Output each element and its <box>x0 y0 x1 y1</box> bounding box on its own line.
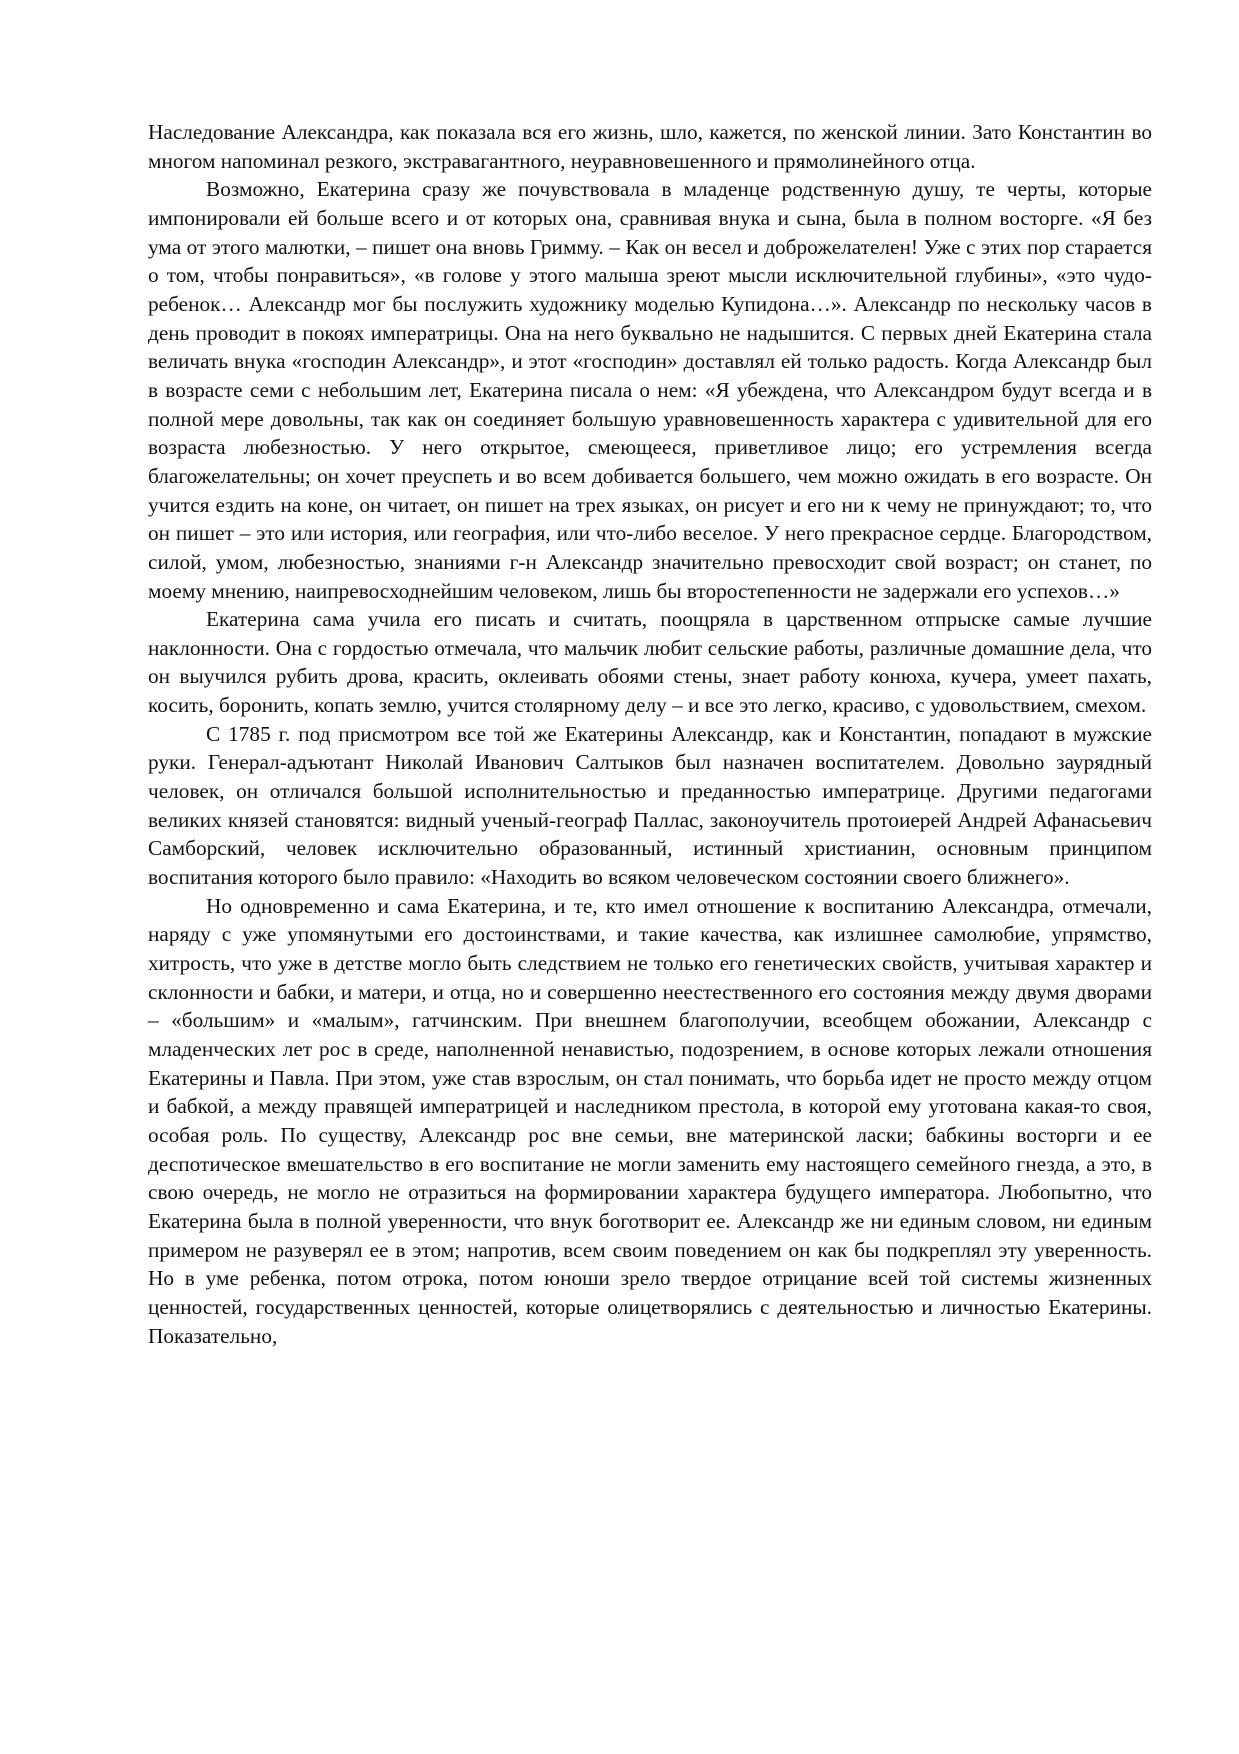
paragraph-2: Возможно, Екатерина сразу же почувствовала в младенце родственную душу, те черты, которые импонировали ей больше всего и от которых она, сравнивая внука и сына, была в полном восторге. «Я без ума от этого малютки, – пишет она вновь Гримму. – Как он весел и доброжелателен! Уже с этих пор старается о том, чтобы понравиться», «в голове у этого малыша зреют мысли исключительной глубины», «это чудо-ребенок… Александр мог бы послужить художнику моделью Купидона…». Александр по нескольку часов в день проводит в покоях императрицы. Она на него буквально не надышится. С первых дней Екатерина стала величать внука «господин Александр», и этот «господин» доставлял ей только радость. Когда Александр был в возрасте семи с небольшим лет, Екатерина писала о нем: «Я убеждена, что Александром будут всегда и в полной мере довольны, так как он соединяет большую уравновешенность характера с удивительной для его возраста любезностью. У него открытое, смеющееся, приветливое лицо; его устремления всегда благожелательны; он хочет преуспеть и во всем добивается большего, чем можно ожидать в его возрасте. Он учится ездить на коне, он читает, он пишет на трех языках, он рисует и его ни к чему не принуждают; то, что он пишет – это или история, или география, или что-либо веселое. У него прекрасное сердце. Благородством, силой, умом, любезностью, знаниями г-н Александр значительно превосходит свой возраст; он станет, по моему мнению, наипревосходнейшим человеком, лишь бы второстепенности не задержали его успехов…» <box>148 177 1152 603</box>
paragraph-4: С 1785 г. под присмотром все той же Екатерины Александр, как и Константин, попадают в мужские руки. Генерал-адъютант Николай Иванович Салтыков был назначен воспитателем. Довольно заурядный человек, он отличался большой исполнительностью и преданностью императрице. Другими педагогами великих князей становятся: видный ученый-географ Паллас, законоучитель протоиерей Андрей Афанасьевич Самборский, человек исключительно образованный, истинный христианин, основным принципом воспитания которого было правило: «Находить во всяком человеческом состоянии своего ближнего». <box>148 721 1152 890</box>
paragraph-3: Екатерина сама учила его писать и считать, поощряла в царственном отпрыске самые лучшие наклонности. Она с гордостью отмечала, что мальчик любит сельские работы, различные домашние дела, что он выучился рубить дрова, красить, оклеивать обоями стены, знает работу конюха, кучера, умеет пахать, косить, боронить, копать землю, учится столярному делу – и все это легко, красиво, с удовольствием, смехом. <box>148 607 1152 718</box>
paragraph-5: Но одновременно и сама Екатерина, и те, кто имел отношение к воспитанию Александра, отмечали, наряду с уже упомянутыми его достоинствами, и такие качества, как излишнее самолюбие, упрямство, хитрость, что уже в детстве могло быть следствием не только его генетических свойств, учитывая характер и склонности и бабки, и матери, и отца, но и совершенно неестественного его состояния между двумя дворами – «большим» и «малым», гатчинским. При внешнем благополучии, всеобщем обожании, Александр с младенческих лет рос в среде, наполненной ненавистью, подозрением, в основе которых лежали отношения Екатерины и Павла. При этом, уже став взрослым, он стал понимать, что борьба идет не просто между отцом и бабкой, а между правящей императрицей и наследником престола, в которой ему уготована какая-то своя, особая роль. По существу, Александр рос вне семьи, вне материнской ласки; бабкины восторги и ее деспотическое вмешательство в его воспитание не могли заменить ему настоящего семейного гнезда, а это, в свою очередь, не могло не отразиться на формировании характера будущего императора. Любопытно, что Екатерина была в полной уверенности, что внук боготворит ее. Александр же ни единым словом, ни единым примером не разуверял ее в этом; напротив, всем своим поведением он как бы подкреплял эту уверенность. Но в уме ребенка, потом отрока, потом юноши зрело твердое отрицание всей той системы жизненных ценностей, государственных ценностей, которые олицетворялись с деятельностью и личностью Екатерины. Показательно, <box>148 893 1152 1348</box>
paragraph-1: Наследование Александра, как показала вся его жизнь, шло, кажется, по женской линии. Зато Константин во многом напоминал резкого, экстравагантного, неуравновешенного и прямолинейного отца. <box>148 120 1152 173</box>
page-body <box>148 118 1152 1350</box>
